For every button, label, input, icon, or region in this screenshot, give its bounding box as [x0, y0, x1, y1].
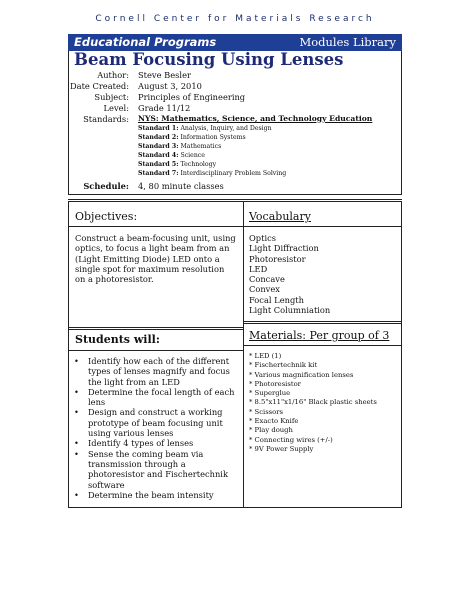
materials-rule-top-2	[243, 323, 402, 324]
materials-list	[249, 352, 399, 454]
brand-name: Cornell Center for Materials Research	[95, 14, 375, 24]
bullet-icon: •	[74, 407, 79, 418]
list-item: Light Diffraction	[249, 243, 319, 254]
list-item: * 8.5"x11"x1/16" Black plastic sheets	[249, 398, 377, 407]
list-item: • Identify 4 types of lenses	[74, 438, 194, 449]
library-title: Modules Library	[299, 35, 396, 49]
standard-item: Standard 1: Analysis, Inquiry, and Design	[138, 125, 272, 132]
list-item: * Various magnification lenses	[249, 370, 354, 379]
level-label: Level:	[103, 103, 129, 113]
author-value: Steve Besler	[138, 70, 191, 80]
objectives-text: Construct a beam-focusing unit, using optics, to focus a light beam from an (Light Emitting Diode) LED onto a single spot for maximum resolution on a photoresistor.	[75, 233, 236, 285]
date-value: August 3, 2010	[138, 81, 202, 91]
vocabulary-rule	[243, 226, 402, 227]
subject-label: Subject:	[94, 92, 129, 102]
standard-item: Standard 4: Science	[138, 152, 205, 159]
students-list	[74, 356, 240, 500]
materials-rule	[243, 345, 402, 346]
list-item: Photoresistor	[249, 253, 306, 264]
students-heading: Students will:	[75, 333, 160, 346]
list-item: * Connecting wires (+/-)	[249, 435, 333, 444]
program-title: Educational Programs	[74, 35, 217, 49]
list-item: * Superglue	[249, 389, 291, 398]
schedule-value: 4, 80 minute classes	[138, 181, 224, 191]
materials-rule-top	[243, 321, 402, 322]
list-item: • Sense the coming beam via transmission through a photoresistor and Fischertechnik software	[74, 448, 228, 490]
standard-item: Standard 5: Technology	[138, 161, 217, 168]
list-item: * Fischertechnik kit	[249, 361, 318, 370]
standard-item: Standard 3: Mathematics	[138, 143, 222, 150]
list-item: • Determine the focal length of each lens	[74, 386, 235, 408]
list-item: * Play dough	[249, 426, 293, 435]
list-item: Optics	[249, 233, 277, 243]
list-item: • Design and construct a working prototype of beam focusing unit using various lenses	[74, 407, 223, 439]
students-rule	[68, 350, 243, 351]
bullet-icon: •	[74, 448, 79, 459]
list-item: * Exacto Knife	[249, 417, 299, 426]
vocabulary-heading: Vocabulary	[249, 210, 311, 223]
list-item: * LED (1)	[249, 352, 282, 360]
standard-item: Standard 2: Information Systems	[138, 134, 246, 141]
list-item: Concave	[249, 274, 285, 285]
bullet-icon: •	[74, 356, 79, 366]
list-item: Focal Length	[249, 294, 304, 305]
list-item: Convex	[249, 284, 280, 295]
list-item: Light Columniation	[249, 305, 331, 316]
list-item: LED	[249, 263, 268, 274]
page-title: Beam Focusing Using Lenses	[74, 50, 344, 69]
author-label: Author:	[97, 70, 129, 80]
subject-value: Principles of Engineering	[138, 92, 246, 102]
objectives-heading: Objectives:	[75, 210, 138, 223]
standards-label: Standards:	[83, 114, 129, 124]
materials-heading: Materials: Per group of 3	[249, 329, 390, 342]
section-divider	[68, 194, 402, 200]
students-rule-top	[68, 327, 243, 328]
column-divider	[243, 201, 244, 508]
list-item: • Determine the beam intensity	[74, 489, 214, 500]
objectives-rule	[68, 226, 243, 227]
list-item: • Identify how each of the different types of lenses magnify and focus the light from an LED	[74, 356, 230, 387]
bullet-icon: •	[74, 489, 79, 500]
students-rule-top-2	[68, 329, 243, 330]
level-value: Grade 11/12	[138, 103, 191, 113]
program-bar	[68, 34, 402, 51]
list-item: * 9V Power Supply	[249, 444, 314, 453]
list-item: * Photoresistor	[249, 379, 301, 388]
schedule-label: Schedule:	[83, 181, 129, 191]
standard-item: Standard 7: Interdisciplinary Problem Solving	[138, 170, 287, 177]
bullet-icon: •	[74, 438, 79, 449]
bullet-icon: •	[74, 386, 79, 397]
vocabulary-list	[249, 233, 399, 315]
standards-source: NYS: Mathematics, Science, and Technology Education	[138, 114, 373, 123]
list-item: * Scissors	[249, 407, 284, 416]
date-label: Date Created:	[69, 81, 129, 91]
